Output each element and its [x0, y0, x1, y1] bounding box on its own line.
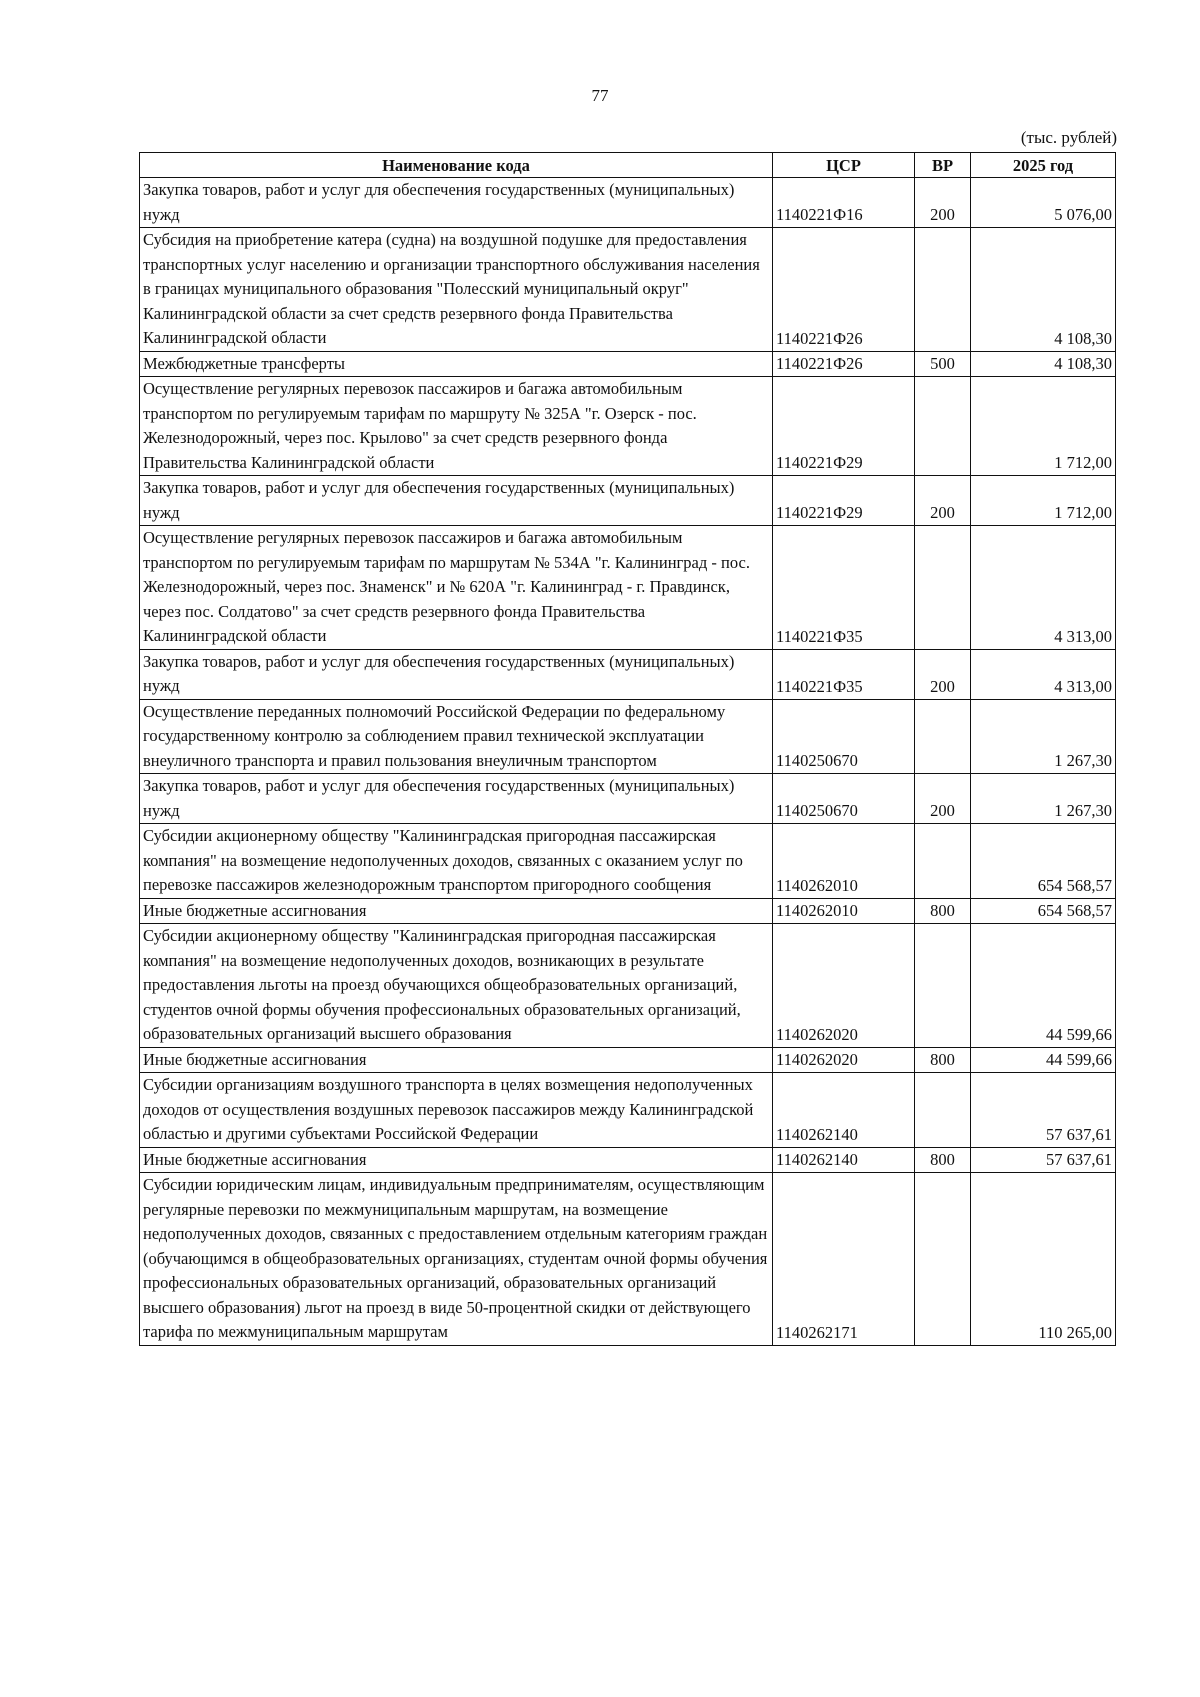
cell-amount: 4 108,30 [971, 228, 1116, 352]
table-row [140, 924, 1116, 1048]
table-row [140, 228, 1116, 352]
cell-csr: 1140221Ф35 [773, 649, 915, 699]
cell-name: Субсидии организациям воздушного транспорта в целях возмещения недополученных доходов от осуществления воздушных перевозок пассажиров между Калининградской областью и другими субъектами Российской Федерации [140, 1073, 773, 1148]
cell-name: Осуществление регулярных перевозок пассажиров и багажа автомобильным транспортом по регулируемым тарифам по маршрутам № 534А "г. Калининград - пос. Железнодорожный, через пос. Знаменск" и № 620А "г. Калининград - г. Правдинск, через пос. Солдатово" за счет средств резервного фонда Правительства Калининградской области [140, 526, 773, 650]
cell-vr [915, 824, 971, 899]
cell-amount: 5 076,00 [971, 178, 1116, 228]
cell-name: Закупка товаров, работ и услуг для обеспечения государственных (муниципальных) нужд [140, 649, 773, 699]
table-row [140, 1147, 1116, 1173]
table-row [140, 1173, 1116, 1346]
cell-vr [915, 377, 971, 476]
budget-table [139, 152, 1116, 1346]
cell-csr: 1140221Ф35 [773, 526, 915, 650]
cell-vr: 200 [915, 178, 971, 228]
cell-name: Субсидии акционерному обществу "Калининградская пригородная пассажирская компания" на возмещение недополученных доходов, возникающих в результате предоставления льготы на проезд обучающихся общеобразовательных организаций, студентов очной формы обучения профессиональных образовательных организаций, образовательных организаций высшего образования [140, 924, 773, 1048]
table-header [140, 153, 1116, 178]
header-year: 2025 год [971, 153, 1116, 178]
table-row [140, 377, 1116, 476]
cell-csr: 1140262171 [773, 1173, 915, 1346]
cell-amount: 44 599,66 [971, 924, 1116, 1048]
cell-csr: 1140221Ф16 [773, 178, 915, 228]
cell-csr: 1140262140 [773, 1147, 915, 1173]
header-vr: ВР [915, 153, 971, 178]
cell-name: Иные бюджетные ассигнования [140, 1047, 773, 1073]
table-row [140, 649, 1116, 699]
cell-amount: 1 267,30 [971, 774, 1116, 824]
table-body [140, 178, 1116, 1346]
cell-name: Осуществление переданных полномочий Российской Федерации по федеральному государственному контролю за соблюдением правил технической эксплуатации внеуличного транспорта и правил пользования внеуличным транспортом [140, 699, 773, 774]
header-row [140, 153, 1116, 178]
cell-csr: 1140250670 [773, 774, 915, 824]
cell-csr: 1140221Ф26 [773, 351, 915, 377]
cell-name: Иные бюджетные ассигнования [140, 898, 773, 924]
cell-vr: 800 [915, 898, 971, 924]
cell-csr: 1140262010 [773, 898, 915, 924]
cell-amount: 1 712,00 [971, 377, 1116, 476]
cell-name: Субсидия на приобретение катера (судна) на воздушной подушке для предоставления транспортных услуг населению и организации транспортного обслуживания населения в границах муниципального образования "Полесский муниципальный округ" Калининградской области за счет средств резервного фонда Правительства Калининградской области [140, 228, 773, 352]
cell-amount: 110 265,00 [971, 1173, 1116, 1346]
units-label: (тыс. рублей) [1020, 128, 1117, 147]
cell-name: Субсидии юридическим лицам, индивидуальным предпринимателям, осуществляющим регулярные перевозки по межмуниципальным маршрутам, на возмещение недополученных доходов, связанных с предоставлением отдельным категориям граждан (обучающимся в общеобразовательных организациях, студентам очной формы обучения профессиональных образовательных организаций, образовательных организаций высшего образования) льгот на проезд в виде 50-процентной скидки от действующего тарифа по межмуниципальным маршрутам [140, 1173, 773, 1346]
table-row [140, 824, 1116, 899]
table-row [140, 1047, 1116, 1073]
table-row [140, 774, 1116, 824]
cell-vr: 200 [915, 774, 971, 824]
cell-csr: 1140221Ф29 [773, 476, 915, 526]
cell-amount: 654 568,57 [971, 898, 1116, 924]
cell-name: Закупка товаров, работ и услуг для обеспечения государственных (муниципальных) нужд [140, 178, 773, 228]
cell-vr [915, 699, 971, 774]
table-row [140, 526, 1116, 650]
cell-vr: 200 [915, 649, 971, 699]
cell-amount: 57 637,61 [971, 1147, 1116, 1173]
cell-csr: 1140221Ф26 [773, 228, 915, 352]
cell-amount: 44 599,66 [971, 1047, 1116, 1073]
cell-vr: 200 [915, 476, 971, 526]
cell-name: Закупка товаров, работ и услуг для обеспечения государственных (муниципальных) нужд [140, 476, 773, 526]
cell-vr [915, 228, 971, 352]
cell-csr: 1140221Ф29 [773, 377, 915, 476]
table-row [140, 351, 1116, 377]
cell-csr: 1140262010 [773, 824, 915, 899]
cell-vr: 500 [915, 351, 971, 377]
table-row [140, 1073, 1116, 1148]
page-number: 77 [591, 86, 609, 105]
cell-amount: 654 568,57 [971, 824, 1116, 899]
header-name: Наименование кода [140, 153, 773, 178]
table-row [140, 898, 1116, 924]
cell-vr [915, 924, 971, 1048]
cell-name: Осуществление регулярных перевозок пассажиров и багажа автомобильным транспортом по регулируемым тарифам по маршруту № 325А "г. Озерск - пос. Железнодорожный, через пос. Крылово" за счет средств резервного фонда Правительства Калининградской области [140, 377, 773, 476]
table-row [140, 476, 1116, 526]
cell-vr [915, 1173, 971, 1346]
cell-amount: 57 637,61 [971, 1073, 1116, 1148]
table-row [140, 699, 1116, 774]
cell-amount: 1 712,00 [971, 476, 1116, 526]
cell-amount: 1 267,30 [971, 699, 1116, 774]
cell-name: Межбюджетные трансферты [140, 351, 773, 377]
cell-amount: 4 313,00 [971, 526, 1116, 650]
cell-csr: 1140262020 [773, 924, 915, 1048]
cell-vr [915, 526, 971, 650]
header-csr: ЦСР [773, 153, 915, 178]
cell-csr: 1140262140 [773, 1073, 915, 1148]
table-row [140, 178, 1116, 228]
cell-name: Субсидии акционерному обществу "Калининградская пригородная пассажирская компания" на возмещение недополученных доходов, связанных с оказанием услуг по перевозке пассажиров железнодорожным транспортом пригородного сообщения [140, 824, 773, 899]
cell-amount: 4 108,30 [971, 351, 1116, 377]
cell-vr [915, 1073, 971, 1148]
cell-name: Иные бюджетные ассигнования [140, 1147, 773, 1173]
cell-name: Закупка товаров, работ и услуг для обеспечения государственных (муниципальных) нужд [140, 774, 773, 824]
cell-csr: 1140262020 [773, 1047, 915, 1073]
cell-vr: 800 [915, 1147, 971, 1173]
cell-amount: 4 313,00 [971, 649, 1116, 699]
cell-csr: 1140250670 [773, 699, 915, 774]
cell-vr: 800 [915, 1047, 971, 1073]
